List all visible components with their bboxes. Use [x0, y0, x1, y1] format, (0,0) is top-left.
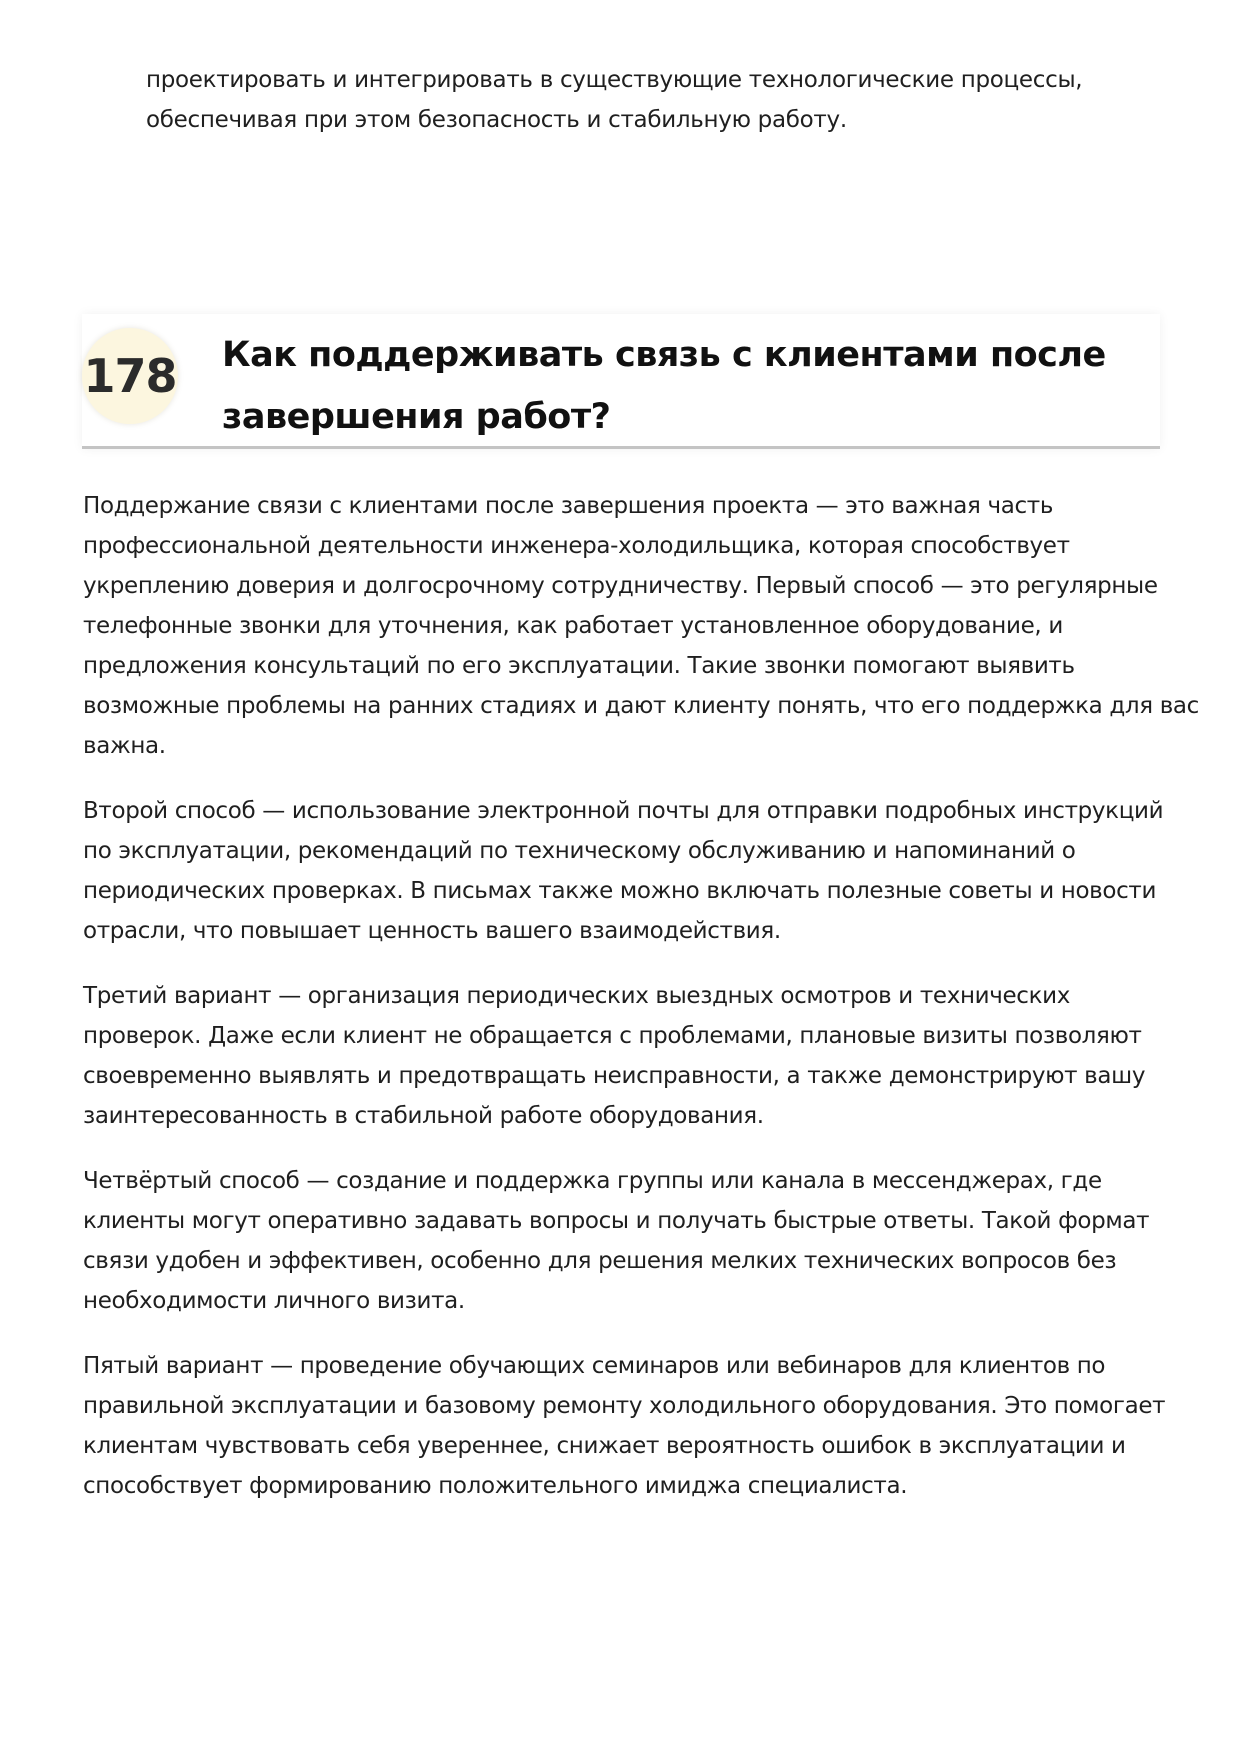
paragraph-line: телефонные звонки для уточнения, как работает установленное оборудование, и — [83, 613, 1063, 639]
paragraph-line: своевременно выявлять и предотвращать неисправности, а также демонстрируют вашу — [83, 1063, 1146, 1089]
paragraph-line: возможные проблемы на ранних стадиях и дают клиенту понять, что его поддержка для вас — [83, 693, 1199, 719]
intro-line: обеспечивая при этом безопасность и стабильную работу. — [146, 107, 847, 133]
answer-body — [83, 486, 1199, 1531]
paragraph-seminars — [83, 1346, 1166, 1506]
question-number-badge: 178 — [82, 328, 178, 424]
paragraph-line: Четвёртый способ — создание и поддержка группы или канала в мессенджерах, где — [83, 1168, 1102, 1194]
paragraph-line: Пятый вариант — проведение обучающих семинаров или вебинаров для клиентов по — [83, 1353, 1106, 1379]
question-header — [82, 314, 1160, 449]
paragraph-line: предложения консультаций по его эксплуатации. Такие звонки помогают выявить — [83, 653, 1075, 679]
paragraph-line: Второй способ — использование электронной почты для отправки подробных инструкций — [83, 798, 1164, 824]
paragraph-line: профессиональной деятельности инженера-холодильщика, которая способствует — [83, 533, 1070, 559]
paragraph-line: по эксплуатации, рекомендаций по техническому обслуживанию и напоминаний о — [83, 838, 1076, 864]
paragraph-line: укреплению доверия и долгосрочному сотрудничеству. Первый способ — это регулярные — [83, 573, 1158, 599]
paragraph-line: правильной эксплуатации и базовому ремонту холодильного оборудования. Это помогает — [83, 1393, 1166, 1419]
paragraph-line: необходимости личного визита. — [83, 1288, 465, 1314]
paragraph-phone-calls — [83, 486, 1199, 766]
paragraph-line: связи удобен и эффективен, особенно для решения мелких технических вопросов без — [83, 1248, 1117, 1274]
question-title-line: завершения работ? — [222, 397, 611, 437]
paragraph-line: отрасли, что повышает ценность вашего взаимодействия. — [83, 918, 781, 944]
paragraph-line: проверок. Даже если клиент не обращается с проблемами, плановые визиты позволяют — [83, 1023, 1142, 1049]
paragraph-line: периодических проверках. В письмах также можно включать полезные советы и новости — [83, 878, 1157, 904]
paragraph-line: клиенты могут оперативно задавать вопросы и получать быстрые ответы. Такой формат — [83, 1208, 1150, 1234]
paragraph-line: заинтересованность в стабильной работе оборудования. — [83, 1103, 764, 1129]
question-title — [222, 324, 1152, 448]
paragraph-line: клиентам чувствовать себя увереннее, снижает вероятность ошибок в эксплуатации и — [83, 1433, 1126, 1459]
paragraph-line: Поддержание связи с клиентами после завершения проекта — это важная часть — [83, 493, 1054, 519]
paragraph-site-visits — [83, 976, 1163, 1136]
paragraph-line: важна. — [83, 733, 166, 759]
paragraph-messengers — [83, 1161, 1163, 1321]
intro-line: проектировать и интегрировать в существующие технологические процессы, — [146, 67, 1083, 93]
question-title-line: Как поддерживать связь с клиентами после — [222, 335, 1106, 375]
paragraph-line: Третий вариант — организация периодических выездных осмотров и технических — [83, 983, 1070, 1009]
paragraph-email — [83, 791, 1163, 951]
paragraph-line: способствует формированию положительного имиджа специалиста. — [83, 1473, 908, 1499]
intro-paragraph — [146, 60, 1146, 140]
